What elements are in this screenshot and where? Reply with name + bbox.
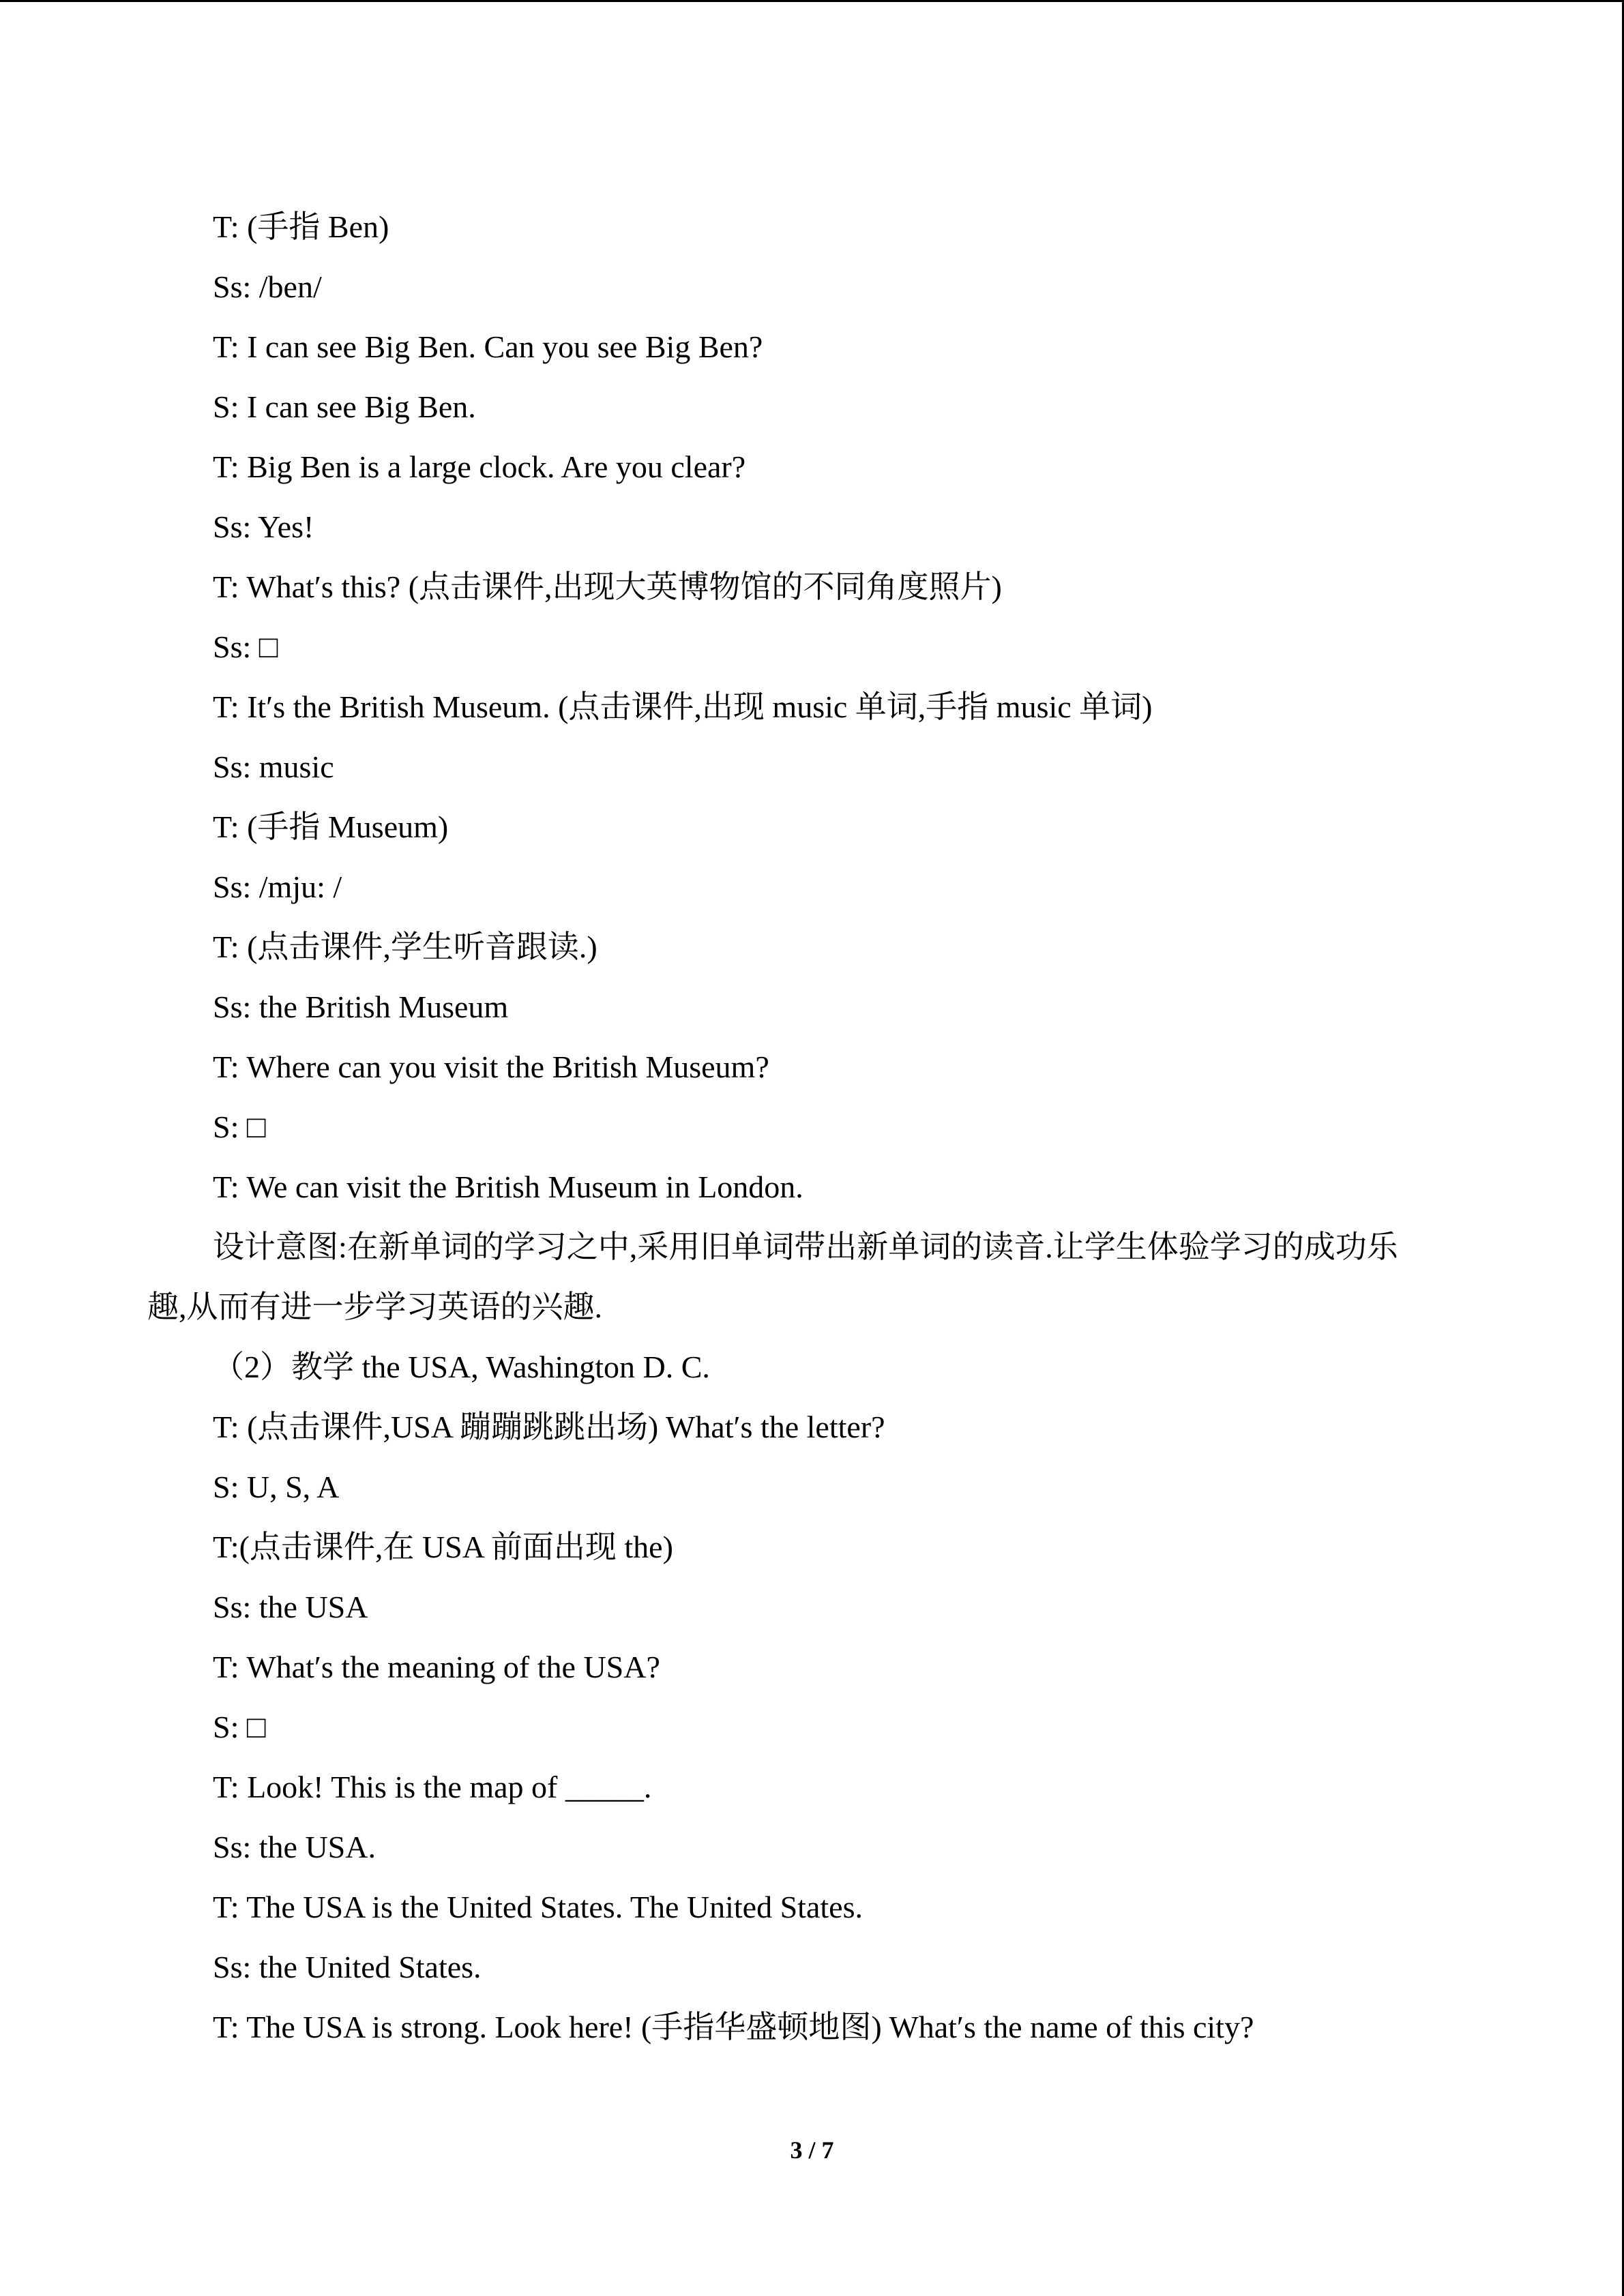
text-line: Ss: □ [213, 629, 278, 664]
text-line: S: U, S, A [213, 1470, 340, 1504]
text-line: T:(点击课件,在 USA 前面出现 the) [213, 1530, 673, 1564]
text-line: T: (手指 Ben) [213, 209, 389, 244]
design-intent-line-continued: 趣,从而有进一步学习英语的兴趣. [147, 1289, 602, 1324]
text-line: T: It′s the British Museum. (点击课件,出现 music 单词,手指 music 单词) [213, 689, 1153, 724]
text-line: Ss: the USA. [213, 1830, 376, 1864]
text-line: Ss: Yes! [213, 509, 314, 544]
text-line: T: What′s the meaning of the USA? [213, 1650, 660, 1684]
text-line: T: I can see Big Ben. Can you see Big Ben? [213, 329, 763, 364]
text-line: T: Look! This is the map of _____. [213, 1770, 652, 1804]
text-line: T: (点击课件,学生听音跟读.) [213, 929, 597, 964]
text-line: T: What′s this? (点击课件,出现大英博物馆的不同角度照片) [213, 569, 1002, 604]
design-intent-line: 设计意图:在新单词的学习之中,采用旧单词带出新单词的读音.让学生体验学习的成功乐 [213, 1229, 1398, 1264]
text-line: Ss: /ben/ [213, 269, 322, 304]
page-number: 3 / 7 [790, 2136, 834, 2164]
text-line: T: The USA is the United States. The United States. [213, 1890, 863, 1924]
text-line: T: Big Ben is a large clock. Are you clear? [213, 449, 746, 484]
text-line: S: I can see Big Ben. [213, 389, 476, 424]
text-line: T: The USA is strong. Look here! (手指华盛顿地图) What′s the name of this city? [213, 2010, 1254, 2044]
text-line: Ss: music [213, 749, 334, 784]
page-top-border [0, 0, 1624, 2]
text-line: Ss: the United States. [213, 1950, 482, 1984]
text-line: Ss: /mju: / [213, 869, 342, 904]
section-heading: （2）教学 the USA, Washington D. C. [213, 1350, 710, 1384]
text-line: T: Where can you visit the British Museum? [213, 1049, 769, 1084]
text-line: Ss: the British Museum [213, 989, 509, 1024]
text-line: T: (点击课件,USA 蹦蹦跳跳出场) What′s the letter? [213, 1410, 885, 1444]
text-line: T: We can visit the British Museum in London. [213, 1169, 803, 1204]
text-line: Ss: the USA [213, 1590, 368, 1624]
text-line: S: □ [213, 1710, 266, 1744]
text-line: T: (手指 Museum) [213, 809, 449, 844]
text-line: S: □ [213, 1109, 266, 1144]
